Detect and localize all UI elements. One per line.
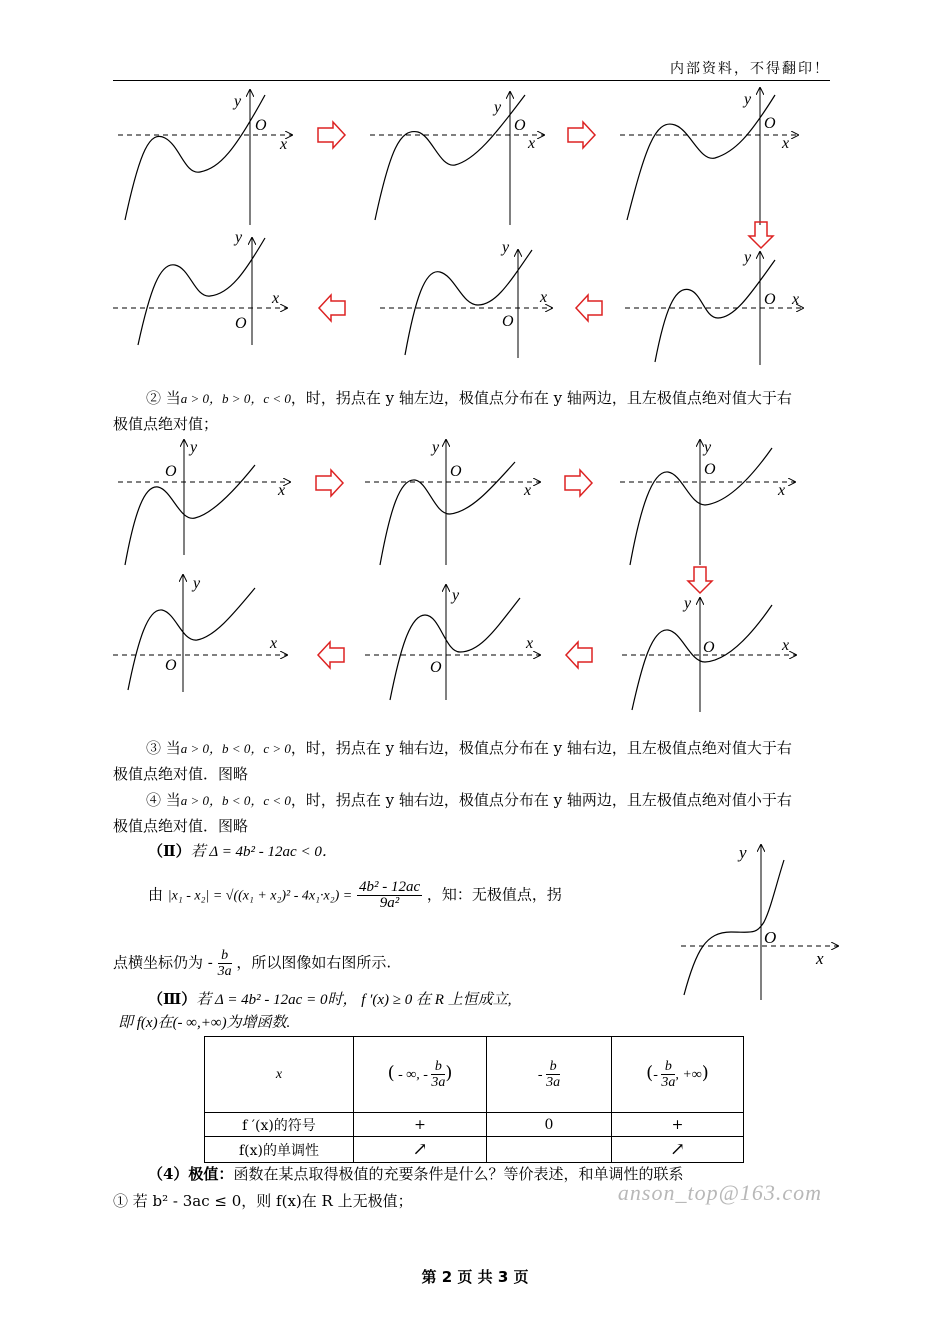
graph-panel-1-3 [620, 88, 798, 225]
part4-line [148, 1163, 683, 1185]
svg-text:O: O [704, 461, 716, 478]
arrow-right-4 [565, 470, 592, 496]
part2-formula-lead: 由 [148, 885, 164, 904]
graph-panel-2-3 [620, 439, 795, 565]
part2-line2 [113, 948, 391, 979]
case3-condition: a > 0，b < 0，c > 0 [180, 741, 291, 756]
svg-text:y: y [452, 587, 460, 604]
svg-text:y: y [502, 239, 510, 256]
part4-label: （4）极值： [148, 1165, 234, 1183]
case3-prefix: ③ 当 [146, 739, 181, 757]
arrow-left-4 [566, 642, 592, 668]
part2-label: （Ⅱ） [148, 842, 191, 860]
page-footer: 第 2 页 共 3 页 [421, 1268, 529, 1286]
svg-text:x: x [278, 482, 286, 499]
graph-panel-1-2 [370, 92, 544, 225]
graph-panel-2-5 [365, 585, 540, 700]
svg-text:O: O [450, 463, 462, 480]
arrow-left-2 [576, 295, 602, 321]
case4-text: ，时，拐点在 y 轴右边，极值点分布在 y 轴两边，且左极值点绝对值小于右 [290, 791, 792, 809]
part2-condition: 若 Δ = 4b² - 12ac < 0． [190, 844, 337, 860]
part3-line [148, 988, 511, 1011]
svg-text:y: y [235, 229, 243, 246]
svg-text:x: x [526, 635, 534, 652]
monotonicity-table [204, 1036, 744, 1163]
part2-line2-tail: ，所以图像如右图所示. [236, 953, 392, 972]
arrow-down-2 [688, 567, 712, 593]
svg-text:x: x [540, 289, 548, 306]
part2-conclusion: ，知：无极值点，拐 [426, 885, 562, 904]
graph-panel-1-4 [113, 229, 287, 345]
case3-text: ，时，拐点在 y 轴右边，极值点分布在 y 轴右边，且左极值点绝对值大于右 [290, 739, 792, 757]
graph-monotonic [676, 840, 846, 1005]
svg-text:y: y [704, 439, 712, 456]
svg-text:O: O [235, 315, 247, 332]
svg-text:O: O [764, 928, 777, 947]
table-header-interval2: (- $\frac{b}{3a}$ , +∞) [612, 1037, 744, 1113]
part4-item1: ① 若 b² - 3ac ≤ 0，则 f(x)在 R 上无极值； [113, 1192, 413, 1210]
svg-text:y: y [744, 91, 752, 108]
svg-text:y: y [494, 99, 502, 116]
table-cell: + [354, 1113, 487, 1137]
table-cell-monotonic-label: f(x)的单调性 [205, 1137, 354, 1163]
table-cell [487, 1137, 612, 1163]
increase-arrow-icon: ↗ [612, 1137, 744, 1163]
svg-text:O: O [764, 291, 776, 308]
page-header: 内部资料，不得翻印！ [113, 58, 830, 81]
arrow-down-1 [749, 222, 773, 248]
svg-text:x: x [280, 136, 288, 153]
part2-condition-line [148, 840, 337, 863]
svg-text:x: x [778, 482, 786, 499]
table-header-x: x [205, 1037, 354, 1113]
svg-text:y: y [744, 249, 752, 266]
svg-text:y: y [234, 93, 242, 110]
graph-panel-1-5 [380, 239, 552, 358]
svg-text:y: y [190, 439, 198, 456]
figure-group-2 [0, 432, 950, 722]
arrow-left-3 [318, 642, 344, 668]
svg-text:x: x [272, 290, 280, 307]
table-header-point: - $\frac{b}{3a}$ [487, 1037, 612, 1113]
svg-text:O: O [502, 313, 514, 330]
svg-text:x: x [270, 635, 278, 652]
arrow-right-2 [568, 122, 595, 148]
graph-panel-2-6 [622, 595, 796, 712]
svg-text:x: x [782, 135, 790, 152]
table-header-interval1: ( - ∞, - $\frac{b}{3a}$ ) [354, 1037, 487, 1113]
case4-condition: a > 0，b < 0，c < 0 [180, 793, 291, 808]
svg-text:O: O [430, 659, 442, 676]
table-row-monotonic [205, 1137, 744, 1163]
part3-line2: 即 f(x)在(- ∞,+∞)为增函数. [118, 1015, 291, 1031]
case3-line [146, 737, 792, 760]
svg-text:O: O [703, 639, 715, 656]
arrow-left-1 [319, 295, 345, 321]
case2-line [146, 387, 792, 410]
case4-prefix: ④ 当 [146, 791, 181, 809]
case2-condition: a > 0，b > 0，c < 0 [180, 391, 291, 406]
case2-text: ，时，拐点在 y 轴左边，极值点分布在 y 轴两边，且左极值点绝对值大于右 [290, 389, 792, 407]
graph-panel-2-1 [118, 439, 290, 565]
watermark: anson_top@163.com [617, 1180, 822, 1205]
case4-continuation: 极值点绝对值．图略 [113, 817, 249, 835]
graph-panel-2-2 [365, 439, 540, 565]
part3-text: 若 Δ = 4b² - 12ac = 0时， f ′(x) ≥ 0 在 R 上恒成立, [196, 992, 512, 1008]
svg-text:O: O [165, 463, 177, 480]
svg-text:x: x [528, 135, 536, 152]
part3-label: （Ⅲ） [148, 990, 197, 1008]
table-cell-sign-label: f ′(x)的符号 [205, 1113, 354, 1137]
table-cell: + [612, 1113, 744, 1137]
figure-group-1 [0, 82, 950, 372]
part4-text: 函数在某点取得极值的充要条件是什么？等价表述，和单调性的联系 [233, 1165, 684, 1183]
arrow-right-3 [316, 470, 343, 496]
part2-line2-text: 点横坐标仍为 - [113, 953, 213, 972]
graph-panel-2-4 [113, 575, 287, 692]
svg-text:y: y [193, 575, 201, 592]
arrow-right-1 [318, 122, 345, 148]
svg-text:y: y [739, 843, 747, 862]
svg-text:y: y [432, 439, 440, 456]
increase-arrow-icon: ↗ [354, 1137, 487, 1163]
svg-text:O: O [764, 115, 776, 132]
part2-fraction: $\frac{\text{4b² - 12ac}}{\text{9a²}}$ [358, 879, 421, 911]
case2-prefix: ② 当 [146, 389, 181, 407]
table-row-sign [205, 1113, 744, 1137]
svg-text:x: x [792, 291, 800, 308]
part2-formula: |x₁ - x₂| = √((x₁ + x₂)² - 4x₁·x₂) = [167, 888, 353, 904]
part2-formula-line [148, 880, 562, 911]
case4-line [146, 789, 792, 812]
table-cell: 0 [487, 1113, 612, 1137]
case2-continuation: 极值点绝对值； [113, 415, 219, 433]
graph-panel-1-6 [625, 249, 803, 365]
part2-fraction2: $\frac{b}{3a}$ [217, 948, 232, 979]
svg-text:O: O [165, 657, 177, 674]
svg-text:x: x [816, 949, 824, 968]
case3-continuation: 极值点绝对值．图略 [113, 765, 249, 783]
svg-text:O: O [514, 117, 526, 134]
svg-text:y: y [684, 595, 692, 612]
svg-text:O: O [255, 117, 267, 134]
graph-panel-1-1 [118, 90, 292, 225]
table-header-row [205, 1037, 744, 1113]
svg-text:x: x [782, 637, 790, 654]
svg-text:x: x [524, 482, 532, 499]
